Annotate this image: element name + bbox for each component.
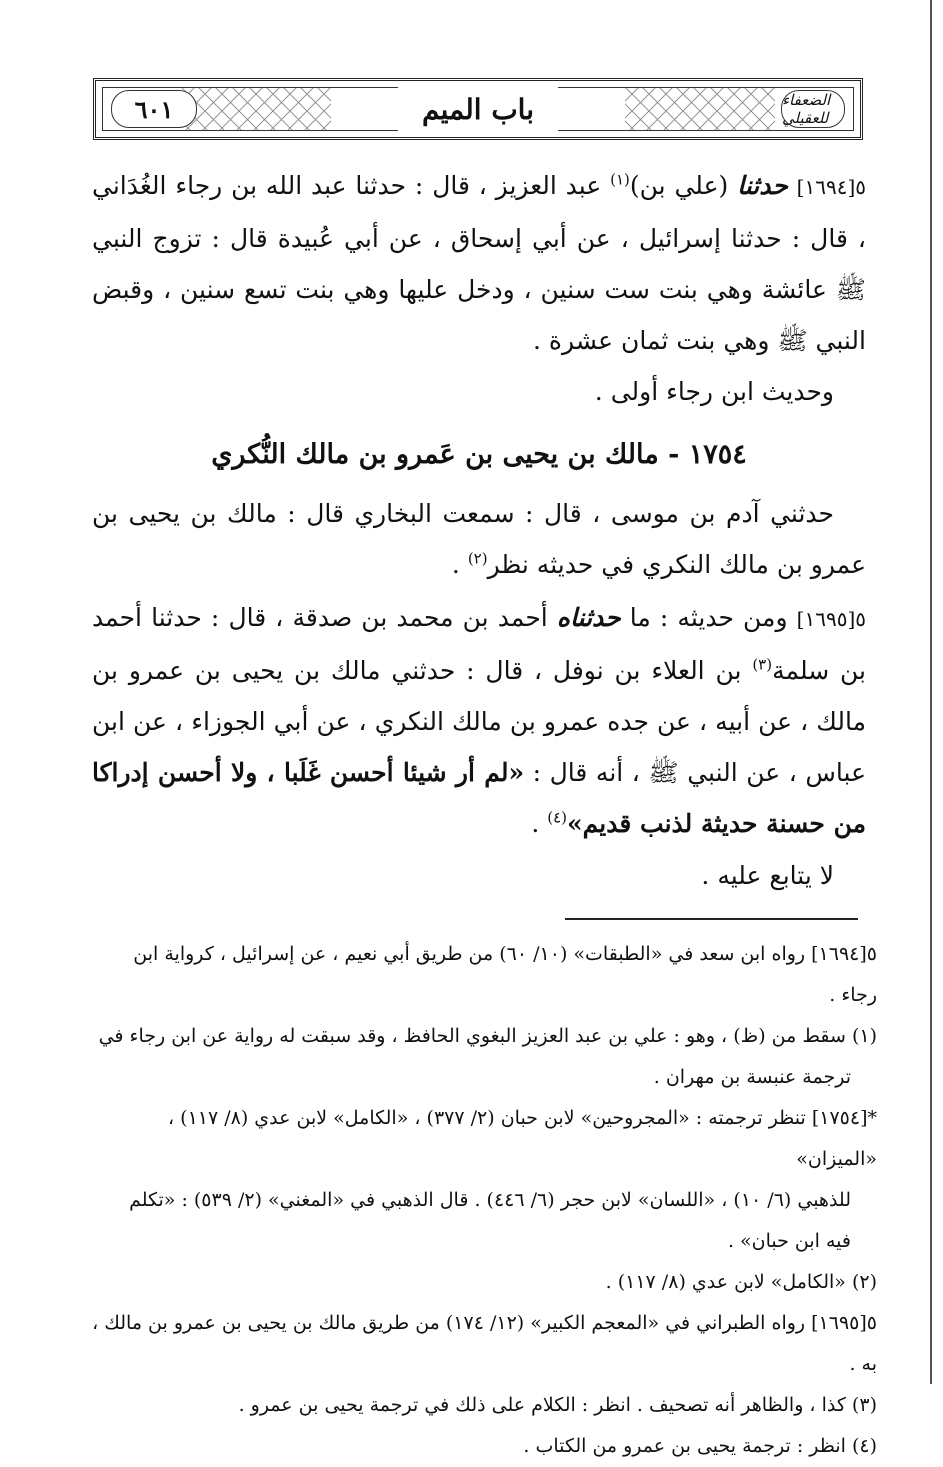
sentence-end: .: [451, 550, 468, 579]
closing-note-text: لا يتابع عليه .: [701, 861, 834, 890]
footnote-line: ٥[١٦٩٥] رواه الطبراني في «المعجم الكبير» (١٢/ ١٧٤) من طريق مالك بن يحيى بن عمرو بن مالك ، به .: [92, 1312, 877, 1375]
page-edge-line: [930, 0, 932, 1384]
hadith-marker: ٥[١٦٩٤]: [796, 175, 866, 199]
footnote-line: *[١٧٥٤] تنظر ترجمته : «المجروحين» لابن حبان (٢/ ٣٧٧) ، «الكامل» لابن عدي (٨/ ١١٧) ، «الميزان»: [167, 1107, 877, 1170]
footnote-divider: [565, 918, 858, 920]
closing-note: [92, 850, 866, 901]
footnote-ref: (١): [610, 170, 630, 189]
hadith-marker: ٥[١٦٩٥]: [796, 607, 866, 631]
isnad-part1: أحمد بن محمد بن صدقة ، قال : حدثنا أحمد بن سلمة: [92, 603, 867, 685]
entry-heading-1754: ١٧٥٤ - مالك بن يحيى بن عَمرو بن مالك النُّكري: [211, 439, 747, 470]
footnote-line: (٤) انظر : ترجمة يحيى بن عمرو من الكتاب .: [523, 1435, 877, 1457]
page-number: ٦٠١: [111, 90, 197, 128]
entry-1754-text: [92, 488, 866, 590]
ornament-right-icon: [625, 88, 775, 130]
footnote-ref: (٢): [467, 549, 488, 568]
footnotes: [92, 934, 877, 1467]
footnote-line: فيه ابن حبان» .: [727, 1230, 851, 1252]
entry-1754-body: حدثني آدم بن موسى ، قال : سمعت البخاري قال : مالك بن يحيى بن عمرو بن مالك النكري في حديثه نظر: [92, 499, 866, 579]
hadith-quote: «لم أر شيئا أحسن غَلَبا ، ولا أحسن إدراكا من حسنة حديثة لذنب قديم»: [92, 758, 866, 838]
hadith-1695-text: [92, 592, 866, 849]
hadith-1694: [92, 160, 866, 366]
hadith-1695: [92, 592, 866, 849]
isnad-part2: بن العلاء بن نوفل ، قال : حدثني مالك بن يحيى بن عمرو بن مالك ، عن أبيه ، عن جده عمرو بن مالك النكري ، عن أبي الجوزاء ، عن ابن عباس ، عن النبي ﷺ ، أنه قال :: [92, 656, 866, 787]
header-inner-frame: [102, 87, 854, 131]
entry-heading: [92, 430, 866, 480]
footnote-line: (٢) «الكامل» لابن عدي (٨/ ١١٧) .: [605, 1271, 877, 1293]
footnote-line: (٣) كذا ، والظاهر أنه تصحيف . انظر : الكلام على ذلك في ترجمة يحيى بن عمرو .: [238, 1394, 877, 1416]
note-awla-text: وحديث ابن رجاء أولى .: [594, 377, 834, 406]
note-awla: [92, 366, 866, 417]
section-title: باب الميم: [398, 87, 558, 131]
hadith-body: عبد العزيز ، قال : حدثنا عبد الله بن رجاء الغُدَاني ، قال : حدثنا إسرائيل ، عن أبي إسحاق ، عن أبي عُبيدة قال : تزوج النبي ﷺ عائشة وهي بنت ست سنين ، ودخل عليها وهي بنت تسع سنين ، وقبض النبي ﷺ وهي بنت ثمان عشرة .: [92, 171, 867, 355]
haddathana-word: حدثنا: [737, 171, 788, 200]
sentence-end: .: [531, 809, 548, 838]
page-header: [93, 78, 863, 140]
book-logo: الضعفاء للعقيلي: [781, 90, 845, 128]
footnote-ref: (٣): [752, 655, 773, 674]
hadith-intro: ومن حديثه : ما: [629, 603, 788, 632]
footnote-line: للذهبي (٦/ ١٠) ، «اللسان» لابن حجر (٦/ ٤٤٦) . قال الذهبي في «المغني» (٢/ ٥٣٩) : «تكلم: [129, 1189, 851, 1211]
footnote-line: (١) سقط من (ظ) ، وهو : علي بن عبد العزيز البغوي الحافظ ، وقد سبقت له رواية عن ابن رجاء في: [98, 1025, 877, 1047]
footnote-line: ترجمة عنبسة بن مهران .: [653, 1066, 851, 1088]
haddathana-word: حدثناه: [556, 603, 621, 632]
footnote-line: ٥[١٦٩٤] رواه ابن سعد في «الطبقات» (١٠/ ٦٠) من طريق أبي نعيم ، عن إسرائيل ، كرواية ابن رجاء .: [133, 943, 877, 1006]
ornament-left-icon: [181, 88, 331, 130]
entry-1754: [92, 488, 866, 590]
hadith-1694-text: [92, 160, 866, 366]
footnote-ref: (٤): [547, 808, 568, 827]
inserted-name: (علي بن): [629, 171, 729, 200]
